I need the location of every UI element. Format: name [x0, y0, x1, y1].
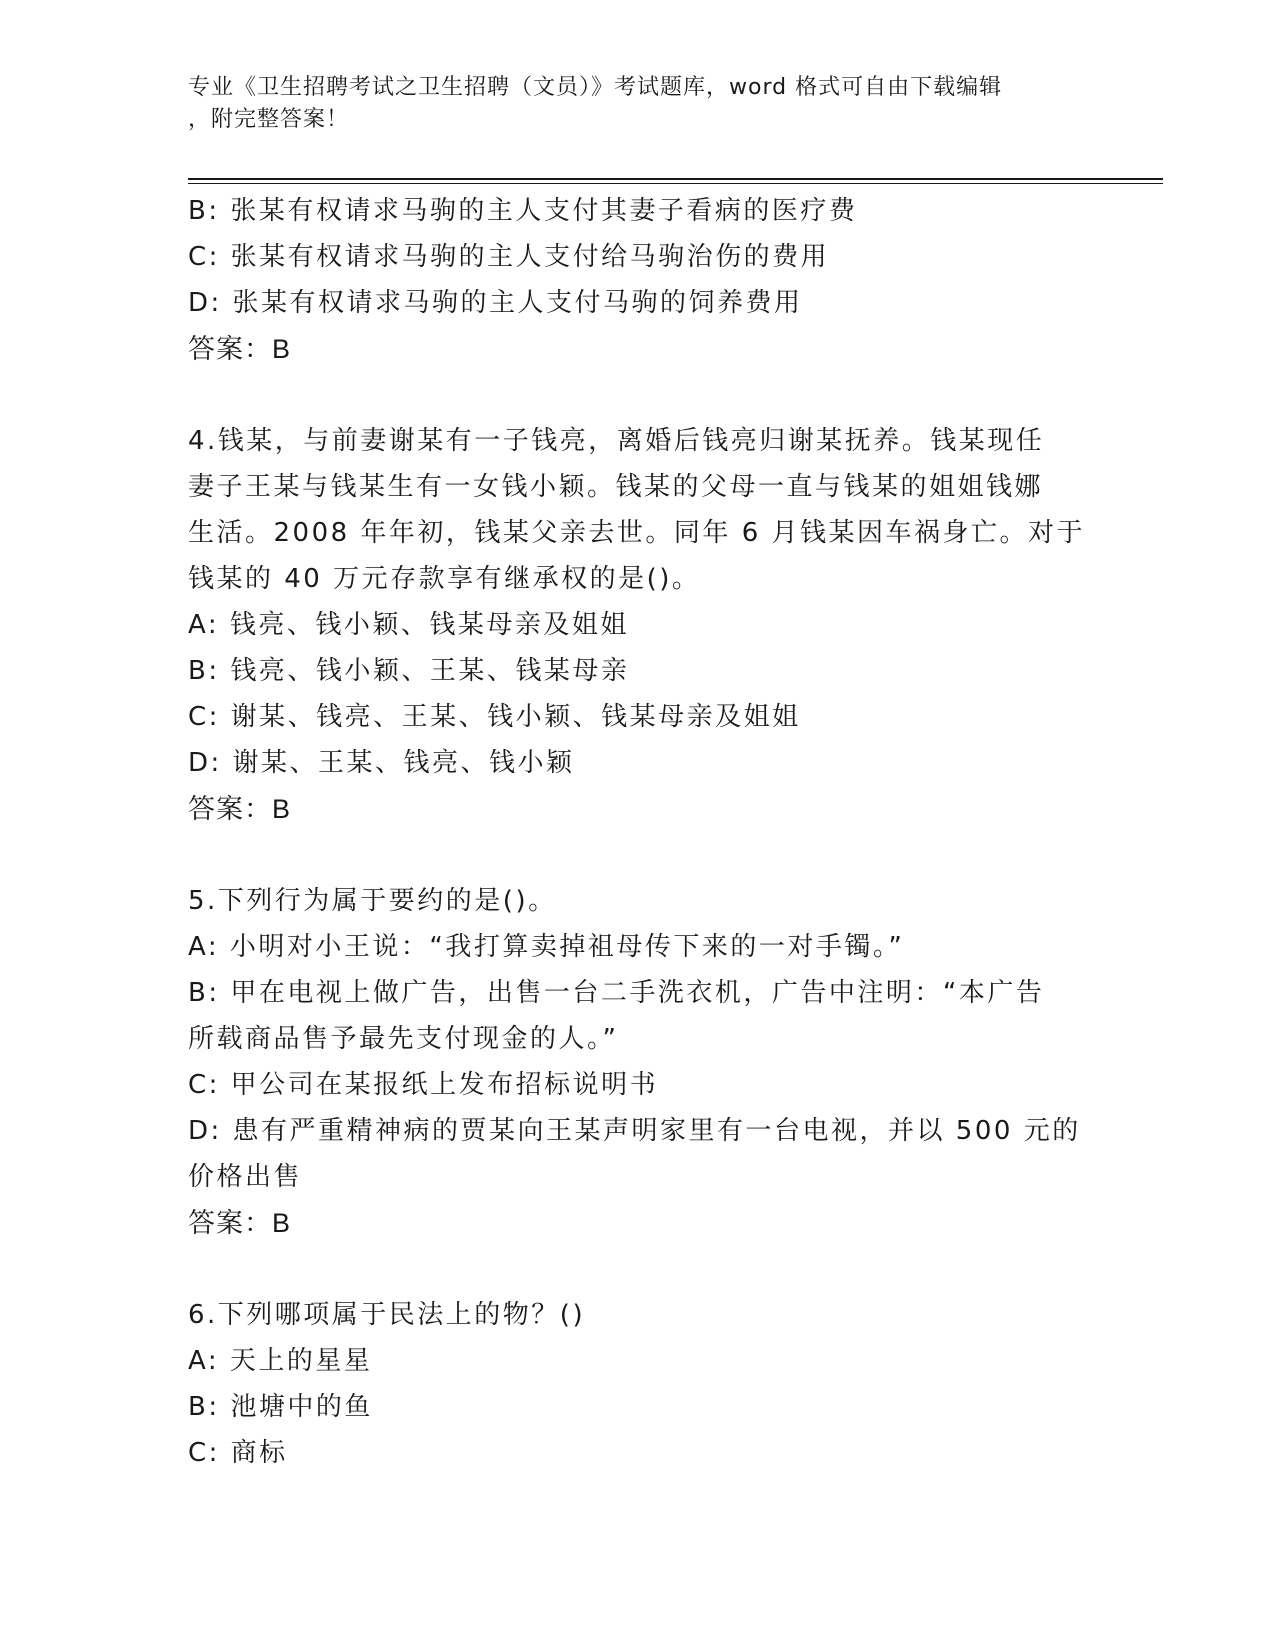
q6-option-c: C: 商标	[188, 1438, 288, 1468]
q5-option-d-line-1: D: 患有严重精神病的贾某向王某声明家里有一台电视，并以 500 元的	[188, 1116, 1081, 1146]
q4-stem-line-3: 生活。2008 年年初，钱某父亲去世。同年 6 月钱某因车祸身亡。对于	[188, 518, 1086, 548]
q4-option-a: A: 钱亮、钱小颖、钱某母亲及姐姐	[188, 610, 629, 640]
q4-option-b: B: 钱亮、钱小颖、王某、钱某母亲	[188, 656, 630, 686]
q6-option-a: A: 天上的星星	[188, 1346, 373, 1376]
header-line-1: 专业《卫生招聘考试之卫生招聘（文员）》考试题库，word 格式可自由下载编辑	[188, 75, 1003, 100]
q4-option-c: C: 谢某、钱亮、王某、钱小颖、钱某母亲及姐姐	[188, 702, 801, 732]
spacer	[188, 1246, 1088, 1292]
question-3-tail	[188, 188, 1088, 372]
document-header	[188, 72, 1068, 136]
header-line-2: ，附完整答案！	[188, 107, 350, 132]
spacer	[188, 832, 1088, 878]
q3-option-d: D: 张某有权请求马驹的主人支付马驹的饲养费用	[188, 288, 803, 318]
q3-option-c: C: 张某有权请求马驹的主人支付给马驹治伤的费用	[188, 242, 830, 272]
document-body	[188, 188, 1088, 1476]
q5-option-a: A: 小明对小王说：“我打算卖掉祖母传下来的一对手镯。”	[188, 932, 905, 962]
q3-option-b: B: 张某有权请求马驹的主人支付其妻子看病的医疗费	[188, 196, 858, 226]
q5-option-d-line-2: 价格出售	[188, 1162, 303, 1192]
q6-option-b: B: 池塘中的鱼	[188, 1392, 373, 1422]
q4-answer: 答案：B	[188, 794, 292, 824]
q4-stem-line-1: 4.钱某，与前妻谢某有一子钱亮，离婚后钱亮归谢某抚养。钱某现任	[188, 426, 1045, 456]
question-6	[188, 1292, 1088, 1476]
q5-option-c: C: 甲公司在某报纸上发布招标说明书	[188, 1070, 659, 1100]
header-rule-thin	[188, 183, 1163, 184]
header-rule-thick	[188, 178, 1163, 180]
q3-answer: 答案：B	[188, 334, 292, 364]
question-4	[188, 418, 1088, 832]
question-5	[188, 878, 1088, 1246]
q5-answer: 答案：B	[188, 1208, 292, 1238]
q5-option-b-line-2: 所载商品售予最先支付现金的人。”	[188, 1024, 619, 1054]
q5-option-b-line-1: B: 甲在电视上做广告，出售一台二手洗衣机，广告中注明：“本广告	[188, 978, 1045, 1008]
q4-stem-line-4: 钱某的 40 万元存款享有继承权的是()。	[188, 564, 701, 594]
q5-stem: 5.下列行为属于要约的是()。	[188, 886, 557, 916]
q4-stem-line-2: 妻子王某与钱某生有一女钱小颖。钱某的父母一直与钱某的姐姐钱娜	[188, 472, 1044, 502]
spacer	[188, 372, 1088, 418]
q6-stem: 6.下列哪项属于民法上的物？()	[188, 1300, 586, 1330]
q4-option-d: D: 谢某、王某、钱亮、钱小颖	[188, 748, 575, 778]
